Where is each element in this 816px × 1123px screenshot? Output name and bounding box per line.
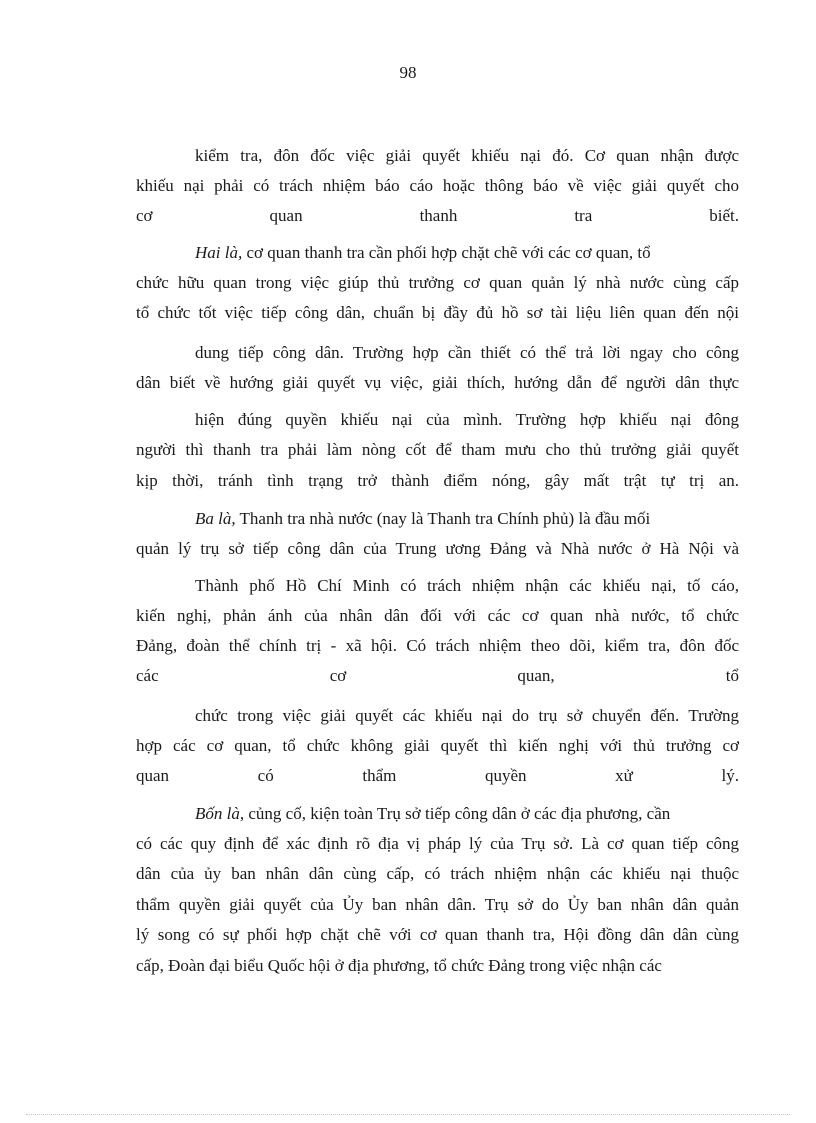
text-line: quan có thẩm quyền xử lý. (136, 766, 739, 785)
text-line: thẩm quyền giải quyết của Ủy ban nhân dân. Trụ sở do Ủy ban nhân dân quản (136, 895, 739, 914)
text-line: quản lý trụ sở tiếp công dân của Trung ương Đảng và Nhà nước ở Hà Nội và (136, 539, 739, 558)
paragraph-lead: Ba là, (195, 509, 236, 528)
text-line: dân biết về hướng giải quyết vụ việc, giải thích, hướng dẫn để người dân thực (136, 373, 739, 392)
text-line: lý song có sự phối hợp chặt chẽ với cơ quan thanh tra, Hội đồng dân dân cùng (136, 925, 739, 944)
text-line: có các quy định để xác định rõ địa vị pháp lý của Trụ sở. Là cơ quan tiếp công (136, 834, 739, 853)
paragraph-text: cơ quan thanh tra cần phối hợp chặt chẽ với các cơ quan, tổ (242, 243, 651, 262)
text-line: người thì thanh tra phải làm nòng cốt để tham mưu cho thủ trưởng giải quyết (136, 440, 739, 459)
text-line: Đảng, đoàn thể chính trị - xã hội. Có trách nhiệm theo dõi, kiểm tra, đôn đốc (136, 636, 739, 655)
paragraph-first-line (195, 242, 739, 264)
text-line: chức hữu quan trong việc giúp thủ trưởng cơ quan quản lý nhà nước cùng cấp (136, 273, 739, 292)
paragraph-first-line (195, 508, 739, 530)
text-line: tổ chức tốt việc tiếp công dân, chuẩn bị đầy đủ hồ sơ tài liệu liên quan đến nội (136, 303, 739, 322)
text-line: các cơ quan, tổ (136, 666, 739, 685)
text-line: kiểm tra, đôn đốc việc giải quyết khiếu nại đó. Cơ quan nhận được (195, 146, 739, 165)
paragraph-first-line (195, 803, 739, 825)
text-line: dân của ủy ban nhân dân cùng cấp, có trách nhiệm nhận các khiếu nại thuộc (136, 864, 739, 883)
text-line: dung tiếp công dân. Trường hợp cần thiết có thể trả lời ngay cho công (195, 343, 739, 362)
text-line: chức trong việc giải quyết các khiếu nại do trụ sở chuyển đến. Trường (195, 706, 739, 725)
paragraph-lead: Bốn là, (195, 804, 245, 823)
text-line: kiến nghị, phản ánh của nhân dân đối với các cơ quan nhà nước, tổ chức (136, 606, 739, 625)
paragraph-lead: Hai là, (195, 243, 243, 262)
text-line: hợp các cơ quan, tổ chức không giải quyết thì kiến nghị với thủ trưởng cơ (136, 736, 739, 755)
page-number: 98 (399, 63, 417, 82)
text-line: hiện đúng quyền khiếu nại của mình. Trường hợp khiếu nại đông (195, 410, 739, 429)
text-line: khiếu nại phải có trách nhiệm báo cáo hoặc thông báo về việc giải quyết cho (136, 176, 739, 195)
paragraph-text: củng cố, kiện toàn Trụ sở tiếp công dân ở các địa phương, cần (244, 804, 671, 823)
text-line: Thành phố Hồ Chí Minh có trách nhiệm nhận các khiếu nại, tố cáo, (195, 576, 739, 595)
text-line: cơ quan thanh tra biết. (136, 206, 739, 225)
page-bottom-divider (26, 1114, 790, 1115)
paragraph-text: Thanh tra nhà nước (nay là Thanh tra Chính phủ) là đầu mối (235, 509, 651, 528)
text-line: kịp thời, tránh tình trạng trở thành điểm nóng, gây mất trật tự trị an. (136, 471, 739, 490)
text-line: cấp, Đoàn đại biểu Quốc hội ở địa phương, tổ chức Đảng trong việc nhận các (136, 956, 662, 975)
